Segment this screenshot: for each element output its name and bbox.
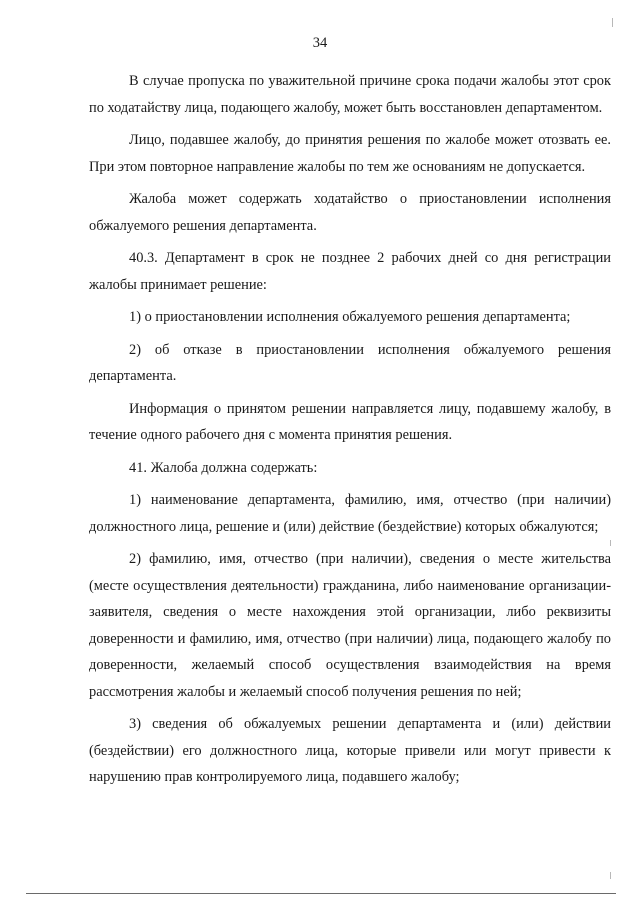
list-item-41-1: 1) наименование департамента, фамилию, имя, отчество (при наличии) должностного лица, решение и (или) действие (бездействие) которых обжалуются;	[89, 492, 611, 535]
list-item-41-3: 3) сведения об обжалуемых решении департамента и (или) действии (бездействии) его должностного лица, которые привели или могут привести к нарушению прав контролируемого лица, подавшего жалобу;	[89, 716, 611, 785]
paragraph-decision-notice: Информация о принятом решении направляется лицу, подавшему жалобу, в течение одного рабочего дня с момента принятия решения.	[89, 400, 611, 443]
paragraph-deadline-restoration: В случае пропуска по уважительной причине срока подачи жалобы этот срок по ходатайству лица, подающего жалобу, может быть восстановлен департаментом.	[89, 73, 611, 116]
paragraph-suspension-request: Жалоба может содержать ходатайство о приостановлении исполнения обжалуемого решения департамента.	[89, 191, 611, 234]
scan-artifact-mark	[610, 872, 611, 879]
list-item-41-2: 2) фамилию, имя, отчество (при наличии), сведения о месте жительства (месте осуществления деятельности) гражданина, либо наименование организации-заявителя, сведения о месте нахождения этой организации, либо реквизиты доверенности и фамилию, имя, отчество (при наличии) лица, подающего жалобу по доверенности, желаемый способ осуществления взаимодействия на время рассмотрения жалобы и желаемый способ получения решения по ней;	[89, 551, 611, 700]
scan-bottom-edge-line	[26, 893, 616, 894]
paragraph-41: 41. Жалоба должна содержать:	[129, 459, 318, 476]
page-number: 34	[312, 35, 328, 51]
document-body	[89, 68, 611, 797]
list-item-40-3-2: 2) об отказе в приостановлении исполнения обжалуемого решения департамента.	[89, 341, 611, 384]
list-item-40-3-1: 1) о приостановлении исполнения обжалуемого решения департамента;	[129, 309, 571, 325]
paragraph-complaint-withdrawal: Лицо, подавшее жалобу, до принятия решения по жалобе может отозвать ее. При этом повторное направление жалобы по тем же основаниям не допускается.	[89, 132, 611, 175]
scan-artifact-mark	[610, 540, 611, 546]
paragraph-40-3: 40.3. Департамент в срок не позднее 2 рабочих дней со дня регистрации жалобы принимает решение:	[89, 250, 611, 293]
scan-artifact-mark	[612, 18, 613, 27]
